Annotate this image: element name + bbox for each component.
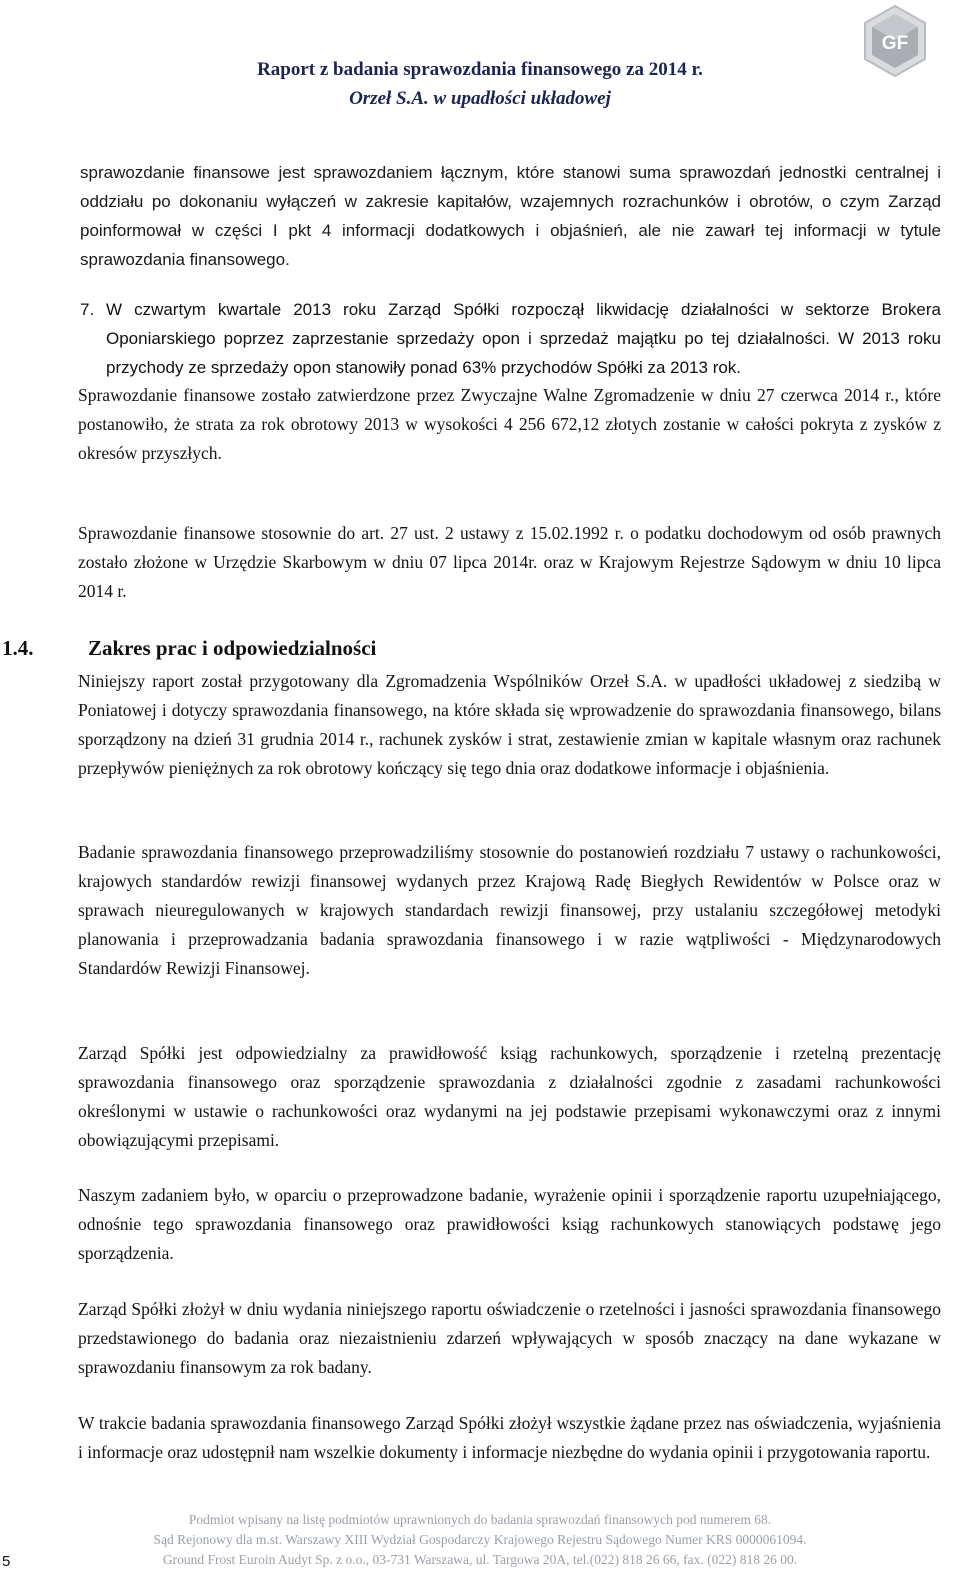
gf-logo-icon [858,4,932,78]
footer-line-address: Ground Frost Euroin Audyt Sp. z o.o., 03-731 Warszawa, ul. Targowa 20A, tel.(022) 818 26 66, fax. (022) 818 26 00. [162,1552,798,1567]
paragraph-consolidated-statement: sprawozdanie finansowe jest sprawozdaniem łącznym, które stanowi suma sprawozdań jednostki centralnej i oddziału po dokonaniu wyłączeń w zakresie kapitałów, wzajemnych rozrachunków i obrotów, o czym Zarząd poinformował w części I pkt 4 informacji dodatkowych i objaśnień, ale nie zawarł tej informacji w tytule sprawozdania finansowego. [80,163,941,269]
section-title: Zakres prac i odpowiedzialności [88,636,377,660]
footer-line-registry: Podmiot wpisany na listę podmiotów uprawnionych do badania sprawozdań finansowych pod numerem 68. [188,1512,772,1527]
report-title: Raport z badania sprawozdania finansowego za 2014 r. [257,59,703,80]
page-footer [0,1510,960,1570]
paragraph-our-task: Naszym zadaniem było, w oparciu o przeprowadzone badanie, wyrażenie opinii i sporządzenie raportu uzupełniającego, odnośnie tego sprawozdania finansowego oraz prawidłowości ksiąg rachunkowych stanowiących podstawę jego sporządzenia. [78,1185,941,1263]
logo-text: GF [881,33,909,54]
footer-line-court: Sąd Rejonowy dla m.st. Warszawy XIII Wydział Gospodarczy Krajowego Rejestru Sądowego Numer KRS 0000061094. [153,1532,807,1547]
list-item-7: W czwartym kwartale 2013 roku Zarząd Spółki rozpoczął likwidację działalności w sektorze Brokera Oponiarskiego poprzez zaprzestanie sprzedaży opon i sprzedaż majątku po tej działalności. W 2013 roku przychody ze sprzedaży opon stanowiły ponad 63% przychodów Spółki za 2013 rok. [106,300,941,377]
paragraph-representations: W trakcie badania sprawozdania finansowego Zarząd Spółki złożył wszystkie żądane przez nas oświadczenia, wyjaśnienia i informacje oraz udostępnił nam wszelkie dokumenty i informacje niezbędne do wydania opinii i przygotowania raportu. [78,1413,941,1462]
company-name: Orzeł S.A. w upadłości układowej [349,88,611,109]
report-header [0,55,960,113]
paragraph-audit-standards: Badanie sprawozdania finansowego przeprowadziliśmy stosownie do postanowień rozdziału 7 ustawy o rachunkowości, krajowych standardów rewizji finansowej wydanych przez Krajową Radę Biegłych Rewidentów w Polsce oraz w sprawach nieuregulowanych w krajowych standardach rewizji finansowej, przy ustalaniu szczegółowej metodyki planowania i przeprowadzania badania sprawozdania finansowego i w razie wątpliwości - Międzynarodowych Standardów Rewizji Finansowej. [78,842,941,978]
paragraph-management-statement: Zarząd Spółki złożył w dniu wydania niniejszego raportu oświadczenie o rzetelności i jasności sprawozdania finansowego przedstawionego do badania oraz niezaistnieniu zdarzeń wpływających w sposób znaczący na dane wykazane w sprawozdaniu finansowym za rok badany. [78,1299,941,1377]
paragraph-approval: Sprawozdanie finansowe zostało zatwierdzone przez Zwyczajne Walne Zgromadzenie w dniu 27 czerwca 2014 r., które postanowiło, że strata za rok obrotowy 2013 w wysokości 4 256 672,12 złotych zostanie w całości pokryta z zysków z okresów przyszłych. [78,385,941,463]
section-number: 1.4. [2,636,34,660]
page-number: 5 [2,1553,11,1570]
paragraph-report-scope: Niniejszy raport został przygotowany dla Zgromadzenia Wspólników Orzeł S.A. w upadłości układowej z siedzibą w Poniatowej i dotyczy sprawozdania finansowego, na które składa się wprowadzenie do sprawozdania finansowego, bilans sporządzony na dzień 31 grudnia 2014 r., rachunek zysków i strat, zestawienie zmian w kapitale własnym oraz rachunek przepływów pieniężnych za rok obrotowy kończący się tego dnia oraz dodatkowe informacje i objaśnienia. [78,671,941,778]
paragraph-filing: Sprawozdanie finansowe stosownie do art. 27 ust. 2 ustawy z 15.02.1992 r. o podatku dochodowym od osób prawnych zostało złożone w Urzędzie Skarbowym w dniu 07 lipca 2014r. oraz w Krajowym Rejestrze Sądowym w dniu 10 lipca 2014 r. [78,523,941,601]
list-number-7: 7. [80,300,95,319]
paragraph-management-responsibility: Zarząd Spółki jest odpowiedzialny za prawidłowość ksiąg rachunkowych, sporządzenie i rzetelną prezentację sprawozdania finansowego oraz sporządzenie sprawozdania z działalności zgodnie z zasadami rachunkowości określonymi w ustawie o rachunkowości oraz wydanymi na jej podstawie przepisami wykonawczymi oraz z innymi obowiązującymi przepisami. [78,1043,941,1150]
